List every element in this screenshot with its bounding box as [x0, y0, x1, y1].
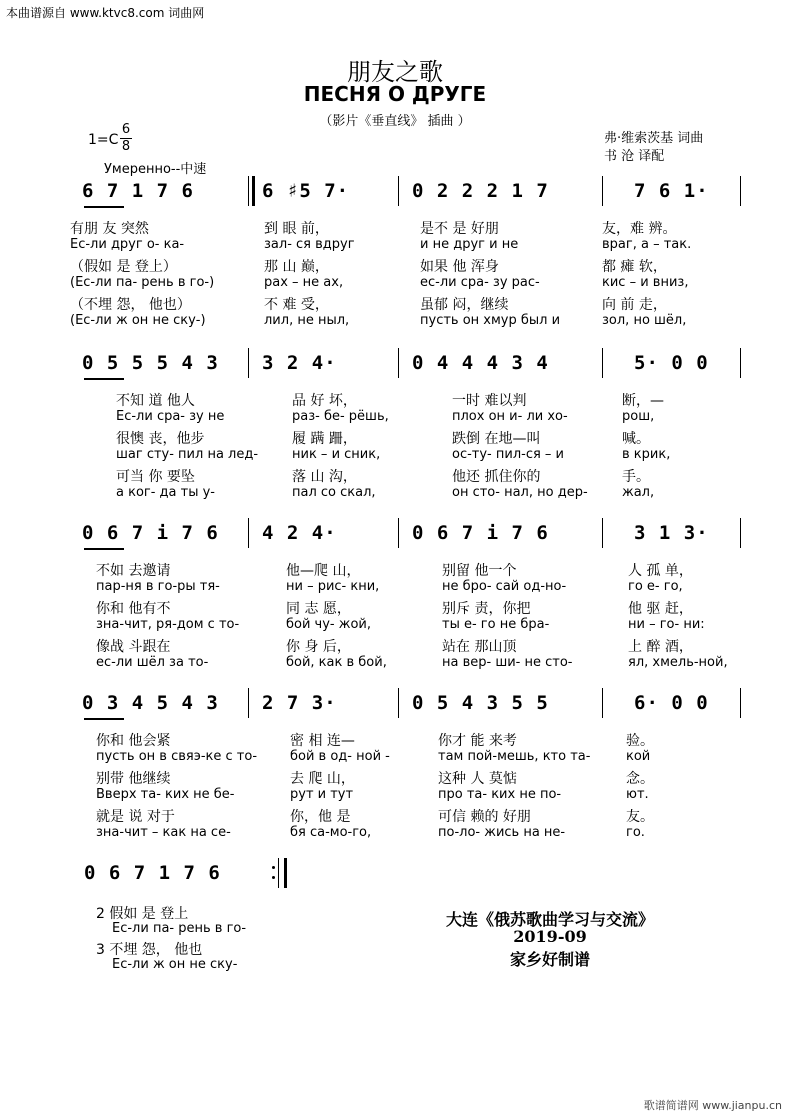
repeat-dot: [272, 876, 275, 879]
lyric-segment: Вверх та- ких не бе-: [96, 787, 235, 802]
measure-notes: 5· 0 0: [634, 352, 709, 374]
lyric-segment: 友，难 辨。: [602, 221, 677, 237]
barline: [398, 348, 399, 378]
lyric-segment: а ког- да ты у-: [116, 485, 215, 500]
credit-lyrics-music: 弗·维索茨基 词曲: [604, 131, 704, 146]
barline: [248, 176, 249, 206]
lyric-segment: 上 醉 酒，: [628, 639, 693, 655]
barline: [602, 518, 603, 548]
final-lyric-line: 2 假如 是 登上: [96, 906, 189, 922]
lyric-segment: 不如 去邀请: [96, 563, 171, 579]
end-barline: [278, 858, 279, 888]
lyric-segment: 人 孤 单，: [628, 563, 693, 579]
lyric-segment: 你和 他会紧: [96, 733, 171, 749]
barline: [740, 348, 741, 378]
final-lyric-line: 3 不埋 怨， 他也: [96, 942, 203, 958]
lyric-segment: 可当 你 要坠: [116, 469, 195, 485]
lyric-segment: 不 难 受，: [264, 297, 329, 313]
tempo-marking: Умеренно--中速: [104, 162, 207, 177]
lyric-segment: 他 驱 赶，: [628, 601, 693, 617]
measure-notes: 0 3 4 5 4 3: [82, 692, 219, 714]
lyric-segment: 有朋 友 突然: [70, 221, 149, 237]
lyric-segment: 密 相 连—: [290, 733, 355, 749]
credit-translation: 书 沧 译配: [604, 149, 665, 164]
lyric-segment: Ес-ли сра- зу не: [116, 409, 225, 424]
beam-underline: [84, 718, 124, 720]
lyric-segment: зал- ся вдруг: [264, 237, 355, 252]
lyric-segment: 可信 赖的 好朋: [438, 809, 531, 825]
beam-underline: [84, 206, 124, 208]
time-signature: [120, 122, 132, 155]
lyric-segment: враг, а – так.: [602, 237, 692, 252]
lyric-segment: го е- го,: [628, 579, 683, 594]
lyric-segment: в крик,: [622, 447, 671, 462]
measure-notes: 0 4 4 4 3 4: [412, 352, 549, 374]
barline: [602, 688, 603, 718]
barline: [602, 348, 603, 378]
barline: [740, 518, 741, 548]
time-signature-bottom: 8: [121, 139, 131, 154]
lyric-segment: пусть он в свяэ-ке с то-: [96, 749, 258, 764]
lyric-segment: плох он и- ли хо-: [452, 409, 568, 424]
lyric-segment: 履 蹒 跚，: [292, 431, 357, 447]
final-lyric-line: Ес-ли па- рень в го-: [112, 921, 247, 936]
watermark-bottom: 歌谱简谱网 www.jianpu.cn: [643, 1099, 782, 1112]
barline: [740, 688, 741, 718]
measure-notes: 0 6 7 i 7 6: [412, 522, 549, 544]
time-signature-top: 6: [121, 122, 131, 137]
lyric-segment: 像战 斗跟在: [96, 639, 171, 655]
barline: [248, 518, 249, 548]
lyric-segment: бой в од- ной -: [290, 749, 390, 764]
lyric-segment: раз- бе- рёшь,: [292, 409, 389, 424]
lyric-segment: ты е- го не бра-: [442, 617, 550, 632]
lyric-segment: Ес-ли друг о- ка-: [70, 237, 185, 252]
lyric-segment: 喊。: [622, 431, 650, 447]
lyric-segment: (Ес-ли ж он не ску-): [70, 313, 206, 328]
lyric-segment: 就是 说 对于: [96, 809, 175, 825]
lyric-segment: и не друг и не: [420, 237, 519, 252]
barline: [398, 176, 399, 206]
beam-underline: [84, 548, 124, 550]
barline: [740, 176, 741, 206]
lyric-segment: 你和 他有不: [96, 601, 171, 617]
lyric-segment: 品 好 坏，: [292, 393, 357, 409]
repeat-start-barline: [252, 176, 255, 206]
lyric-segment: бя са-мо-го,: [290, 825, 372, 840]
lyric-segment: бой чу- жой,: [286, 617, 371, 632]
lyric-segment: ни – рис- кни,: [286, 579, 380, 594]
lyric-segment: ни – го- ни:: [628, 617, 705, 632]
lyric-segment: жал,: [622, 485, 655, 500]
lyric-segment: кис – и вниз,: [602, 275, 689, 290]
lyric-segment: на вер- ши- не сто-: [442, 655, 573, 670]
end-barline-thick: [284, 858, 287, 888]
lyric-segment: кой: [626, 749, 651, 764]
lyric-segment: 断，—: [622, 393, 664, 409]
final-notes: 0 6 7 1 7 6: [84, 862, 221, 884]
lyric-segment: 落 山 沟，: [292, 469, 357, 485]
measure-notes: 4 2 4·: [262, 522, 337, 544]
lyric-segment: про та- ких не по-: [438, 787, 562, 802]
footer-source: 大连《俄苏歌曲学习与交流》: [445, 910, 654, 929]
lyric-segment: не бро- сай од-но-: [442, 579, 567, 594]
lyric-segment: по-ло- жись на не-: [438, 825, 566, 840]
measure-notes: 6 ♯5 7·: [262, 180, 350, 202]
lyric-segment: зол, но шёл,: [602, 313, 687, 328]
lyric-segment: зна-чит – как на се-: [96, 825, 231, 840]
song-title-chinese: 朋友之歌: [347, 58, 443, 86]
lyric-segment: 友。: [626, 809, 654, 825]
lyric-segment: рут и тут: [290, 787, 354, 802]
key-signature: 1=C: [88, 132, 119, 148]
lyric-segment: там пой-мешь, кто та-: [438, 749, 591, 764]
measure-notes: 0 2 2 2 1 7: [412, 180, 549, 202]
lyric-segment: 是不 是 好朋: [420, 221, 499, 237]
lyric-segment: （不埋 怨， 他也）: [70, 297, 191, 313]
lyric-segment: лил, не ныл,: [264, 313, 350, 328]
barline: [602, 176, 603, 206]
barline: [398, 688, 399, 718]
measure-notes: 7 6 1·: [634, 180, 709, 202]
lyric-segment: 验。: [626, 733, 654, 749]
footer-maker: 家乡好制谱: [509, 950, 590, 969]
barline: [398, 518, 399, 548]
footer-date: 2019-09: [513, 927, 587, 946]
measure-notes: 6 7 1 7 6: [82, 180, 194, 202]
lyric-segment: пал со скал,: [292, 485, 376, 500]
lyric-segment: 向 前 走，: [602, 297, 667, 313]
lyric-segment: 站在 那山顶: [442, 639, 517, 655]
measure-notes: 3 1 3·: [634, 522, 709, 544]
measure-notes: 6· 0 0: [634, 692, 709, 714]
final-lyric-line: Ес-ли ж он не ску-: [112, 957, 238, 972]
lyric-segment: го.: [626, 825, 645, 840]
lyric-segment: ес-ли шёл за то-: [96, 655, 209, 670]
measure-notes: 2 7 3·: [262, 692, 337, 714]
lyric-segment: ют.: [626, 787, 649, 802]
lyric-segment: 念。: [626, 771, 654, 787]
lyric-segment: пусть он хмур был и: [420, 313, 561, 328]
lyric-segment: 别留 他一个: [442, 563, 517, 579]
lyric-segment: 他还 抓住你的: [452, 469, 541, 485]
lyric-segment: он сто- нал, но дер-: [452, 485, 588, 500]
beam-underline: [84, 378, 124, 380]
lyric-segment: 去 爬 山，: [290, 771, 355, 787]
lyric-segment: 一时 难以判: [452, 393, 527, 409]
lyric-segment: 你，他 是: [290, 809, 351, 825]
lyric-segment: 别带 他继续: [96, 771, 171, 787]
lyric-segment: 跌倒 在地—叫: [452, 431, 541, 447]
lyric-segment: зна-чит, ря-дом с то-: [96, 617, 240, 632]
lyric-segment: ник – и сник,: [292, 447, 381, 462]
lyric-segment: 到 眼 前，: [264, 221, 329, 237]
lyric-segment: 这种 人 莫惦: [438, 771, 517, 787]
lyric-segment: (Ес-ли па- рень в го-): [70, 275, 215, 290]
lyric-segment: ес-ли сра- зу рас-: [420, 275, 540, 290]
song-title-russian: ПЕСНЯ О ДРУГЕ: [303, 82, 487, 106]
measure-notes: 3 2 4·: [262, 352, 337, 374]
lyric-segment: пар-ня в го-ры тя-: [96, 579, 220, 594]
lyric-segment: 同 志 愿，: [286, 601, 351, 617]
lyric-segment: 不知 道 他人: [116, 393, 195, 409]
lyric-segment: 别斥 责，你把: [442, 601, 531, 617]
lyric-segment: 他—爬 山，: [286, 563, 361, 579]
lyric-segment: 那 山 巅，: [264, 259, 329, 275]
lyric-segment: рах – не ах,: [264, 275, 344, 290]
lyric-segment: 很懊 丧，他步: [116, 431, 205, 447]
lyric-segment: 你才 能 来考: [438, 733, 517, 749]
lyric-segment: бой, как в бой,: [286, 655, 387, 670]
lyric-segment: （假如 是 登上）: [70, 259, 177, 275]
lyric-segment: 虽郁 闷，继续: [420, 297, 509, 313]
lyric-segment: 都 瘫 软，: [602, 259, 667, 275]
lyric-segment: шаг сту- пил на лед-: [116, 447, 259, 462]
song-subtitle: （影片《垂直线》 插曲 ）: [319, 114, 471, 129]
watermark-top: 本曲谱源自 www.ktvc8.com 词曲网: [6, 6, 205, 20]
barline: [248, 348, 249, 378]
measure-notes: 0 5 4 3 5 5: [412, 692, 549, 714]
lyric-segment: рош,: [622, 409, 655, 424]
measure-notes: 0 5 5 5 4 3: [82, 352, 219, 374]
barline: [248, 688, 249, 718]
lyric-segment: ос-ту- пил-ся – и: [452, 447, 565, 462]
lyric-segment: 如果 他 浑身: [420, 259, 499, 275]
lyric-segment: 手。: [622, 469, 650, 485]
repeat-dot: [272, 866, 275, 869]
lyric-segment: 你 身 后，: [286, 639, 351, 655]
measure-notes: 0 6 7 i 7 6: [82, 522, 219, 544]
lyric-segment: ял, хмель-ной,: [628, 655, 728, 670]
